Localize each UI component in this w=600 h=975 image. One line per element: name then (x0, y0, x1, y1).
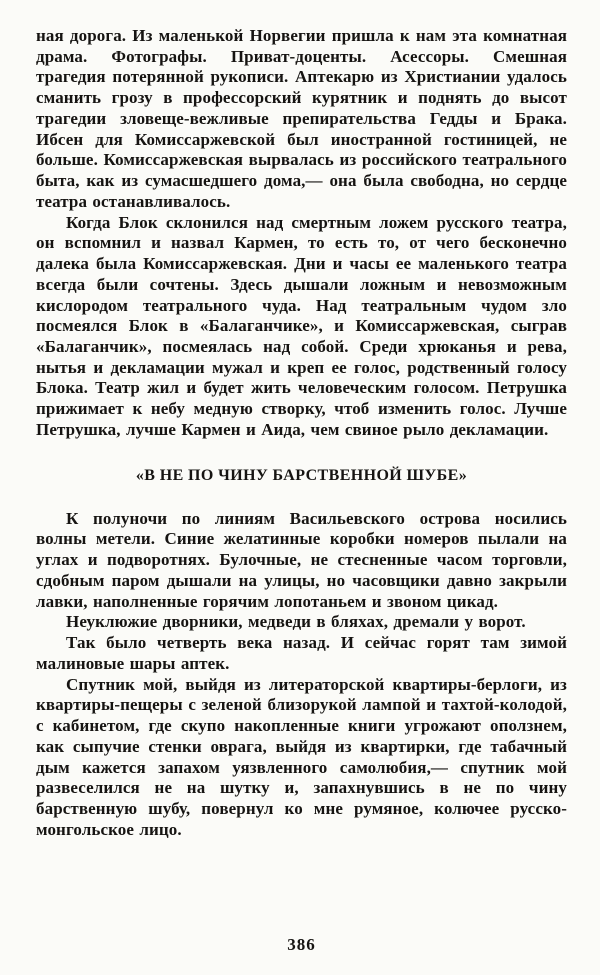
page-number: 386 (287, 935, 316, 954)
chapter-heading: «В НЕ ПО ЧИНУ БАРСТВЕННОЙ ШУБЕ» (135, 466, 468, 484)
paragraph: Когда Блок склонился над смертным ложем русского театра, он вспомнил и назвал Кармен, то есть то, от чего бесконечно далека была Комиссаржевская. Дни и часы ее маленького театра всегда были сочтены. Здесь дышали ложным и невозможным кислородом театрального чуда. Над театральным чудом зло посмеялся Блок в «Балаганчике», и Комиссаржевская, сыграв «Балаганчик», посмеялась над собой. Среди хрюканья и рева, нытья и декламации мужал и креп ее голос, родственный голосу Блока. Театр жил и будет жить человеческим голосом. Петрушка прижимает к небу медную створку, чтоб изменить голос. Лучше Петрушка, лучше Кармен и Аида, чем свиное рыло декламации. (36, 212, 567, 439)
paragraph: Спутник мой, выйдя из литераторской квартиры-берлоги, из квартиры-пещеры с зеленой близорукой лампой и тахтой-колодой, с кабинетом, где скупо накопленные книги угрожают оползнем, как сыпучие стенки оврага, выйдя из квартирки, где табачный дым кажется запахом уязвленного самолюбия,— спутник мой развеселился не на шутку и, запахнувшись в не по чину барственную шубу, повернул ко мне румяное, колючее русско-монгольское лицо. (36, 674, 567, 839)
paragraph: К полуночи по линиям Васильевского острова носились волны метели. Синие желатинные коробки номеров пылали на углах и подворотнях. Булочные, не стесненные часом торговли, сдобным паром дышали на улицы, но часовщики давно закрыли лавки, наполненные горячим лопотаньем и звоном цикад. (36, 508, 567, 611)
page-text (36, 26, 567, 840)
paragraph: Неуклюжие дворники, медведи в бляхах, дремали у ворот. (66, 612, 526, 632)
paragraph: Так было четверть века назад. И сейчас горят там зимой малиновые шары аптек. (36, 633, 567, 673)
paragraph-continuation: ная дорога. Из маленькой Норвегии пришла к нам эта комнатная драма. Фотографы. Приват-доценты. Асессоры. Смешная трагедия потерянной рукописи. Аптекарю из Христиании удалось сманить грозу в профессорский курятник и поднять до высот трагедии зловеще-вежливые препирательства Гедды и Брака. Ибсен для Комиссаржевской был иностранной гостиницей, не больше. Комиссаржевская вырвалась из российского театрального быта, как из сумасшедшего дома,— она была свободна, но сердце театра останавливалось. (36, 26, 567, 211)
